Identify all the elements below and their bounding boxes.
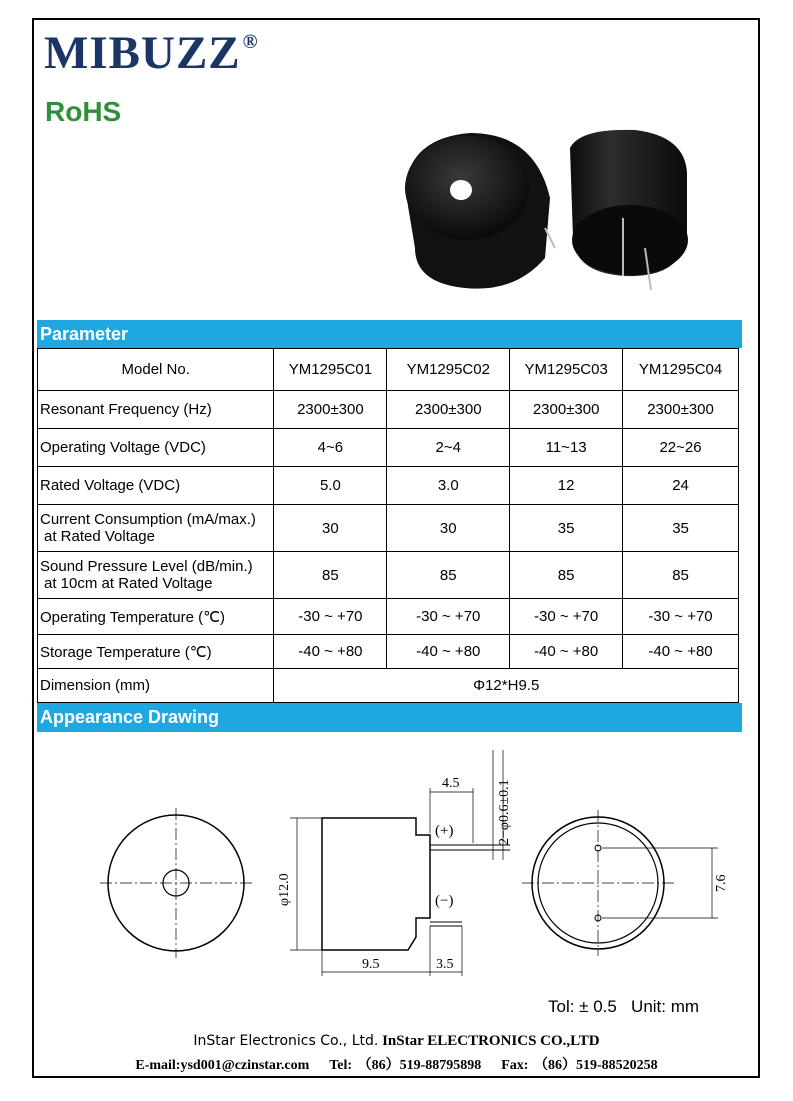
dim-pin-label: 2−φ0.6±0.1 [497,779,512,845]
table-row [38,552,739,599]
cell: 24 [623,467,739,505]
dim-spacing-label: 7.6 [714,874,729,892]
plus-label: (+) [435,823,454,839]
row-label: Current Consumption (mA/max.) at Rated Voltage [38,505,274,552]
cell: 35 [623,505,739,552]
front-view [100,808,252,958]
cell: -30 ~ +70 [623,599,739,635]
row-label: Rated Voltage (VDC) [38,467,274,505]
cell: 2300±300 [387,391,510,429]
header-model: YM1295C02 [387,349,510,391]
cell: 85 [510,552,623,599]
cell: -30 ~ +70 [387,599,510,635]
footer-email: E-mail:ysd001@czinstar.com [135,1058,310,1073]
cell: 35 [510,505,623,552]
table-row [38,391,739,429]
appearance-header: Appearance Drawing [37,703,742,732]
footer-contact [0,1054,793,1074]
rohs-mark: RoHS [45,96,122,127]
cell: 2~4 [387,429,510,467]
dim-width-label: 9.5 [362,957,380,972]
row-label: Operating Temperature (℃) [38,599,274,635]
footer-tel: Tel: （86）519-88795898 [329,1058,482,1073]
dim-diameter-label: φ12.0 [277,873,292,906]
appearance-drawing [90,740,730,980]
table-row [38,599,739,635]
cell: 22~26 [623,429,739,467]
bottom-view [522,810,718,956]
cell: -40 ~ +80 [387,635,510,669]
row-label: Operating Voltage (VDC) [38,429,274,467]
cell: 11~13 [510,429,623,467]
cell: -30 ~ +70 [274,599,387,635]
parameter-header: Parameter [37,320,742,348]
cell: 85 [623,552,739,599]
row-label: Dimension (mm) [38,669,274,703]
header-model: YM1295C01 [274,349,387,391]
header-model-label: Model No. [38,349,274,391]
cell: -40 ~ +80 [623,635,739,669]
footer-company: InStar Electronics Co., Ltd. InStar ELECTRONICS CO.,LTD [193,1033,600,1049]
cell: 85 [387,552,510,599]
header-model: YM1295C03 [510,349,623,391]
row-label: Storage Temperature (℃) [38,635,274,669]
header-model: YM1295C04 [623,349,739,391]
table-row [38,467,739,505]
dim-lead-label: 3.5 [436,957,454,972]
cell: -30 ~ +70 [510,599,623,635]
row-label: Sound Pressure Level (dB/min.) at 10cm at Rated Voltage [38,552,274,599]
row-label: Resonant Frequency (Hz) [38,391,274,429]
tolerance-note: Tol: ± 0.5 Unit: mm [548,997,700,1016]
dim-top-label: 4.5 [442,776,460,791]
cell: 2300±300 [274,391,387,429]
table-row [38,505,739,552]
footer-fax: Fax: （86）519-88520258 [501,1058,658,1073]
brand-logo: MIBUZZ ® [44,27,259,79]
minus-label: (−) [435,893,454,909]
cell: 30 [274,505,387,552]
table-row [38,429,739,467]
cell: 12 [510,467,623,505]
spec-table [37,348,739,703]
cell: -40 ~ +80 [510,635,623,669]
table-header-row [38,349,739,391]
cell: -40 ~ +80 [274,635,387,669]
side-view [290,750,510,976]
cell: 4~6 [274,429,387,467]
cell: 3.0 [387,467,510,505]
dimension-value: Φ12*H9.5 [274,669,739,703]
cell: 30 [387,505,510,552]
table-row [38,669,739,703]
table-row [38,635,739,669]
cell: 2300±300 [510,391,623,429]
cell: 85 [274,552,387,599]
product-photo [395,118,695,298]
cell: 2300±300 [623,391,739,429]
cell: 5.0 [274,467,387,505]
